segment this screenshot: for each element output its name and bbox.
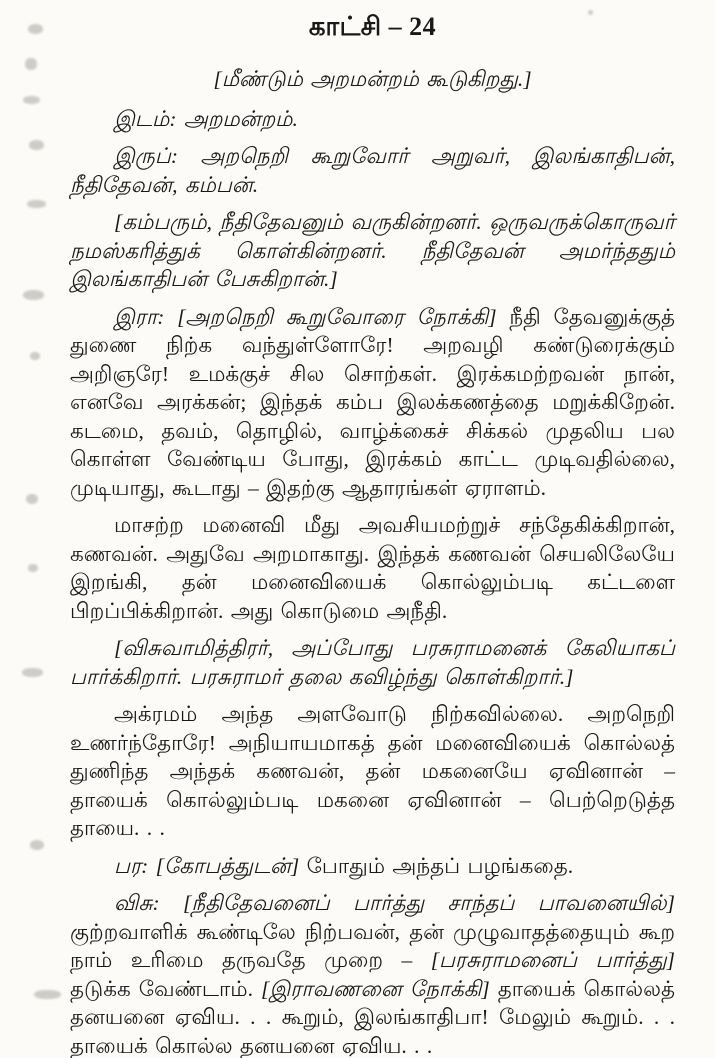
opening-stage-direction: [மீண்டும் அறமன்றம் கூடுகிறது.] <box>213 67 532 91</box>
cast-line: இருப்: அறநெறி கூறுவோர் அறுவர், இலங்காதிபன், நீதிதேவன், கம்பன். <box>70 144 675 197</box>
dialogue-ravana-1 <box>70 303 675 503</box>
dialogue-parasurama <box>70 852 675 881</box>
speaker-label-visvamitra: விசு: [நீதிதேவனைப் பார்த்து சாந்தப் பாவனையில்] <box>114 891 675 915</box>
dialogue-ravana-3: அக்ரமம் அந்த அளவோடு நிற்கவில்லை. அறநெறி உணர்ந்தோரே! அநியாயமாகத் தன் மனைவியைக் கொல்லத் துணிந்த அந்தக் கணவன், தன் மகனையே ஏவினான் – தாயைக் கொல்லும்படி மகனை ஏவினான் – பெற்றெடுத்த தாயை. . . <box>70 702 675 840</box>
dialogue-visvamitra <box>70 889 675 1058</box>
speech-text: குற்றவாளிக் கூண்டிலே நிற்பவன், தன் முழுவாதத்தையும் கூற நாம் உரிமை தருவதே முறை – <box>70 919 675 972</box>
speaker-label-ravana: இரா: [அறநெறி கூறுவோரை நோக்கி] <box>114 304 497 329</box>
entry-stage-direction: [கம்பரும், நீதிதேவனும் வருகின்றனர். ஒருவருக்கொருவர் நமஸ்கரித்துக் கொள்கின்றனர். நீதிதேவன் அமர்ந்ததும் இலங்காதிபன் பேசுகிறான்.] <box>70 210 675 291</box>
location-line: இடம்: அறமன்றம். <box>114 106 298 131</box>
speech-text: தடுக்க வேண்டாம். <box>70 976 261 1001</box>
dialogue-ravana-2: மாசற்ற மனைவி மீது அவசியமற்றுச் சந்தேகிக்கிறான், கணவன். அதுவே அறமாகாது. இந்தக் கணவன் செயலிலேயே இறங்கி, தன் மனைவியைக் கொல்லும்படி கட்டளை பிறப்பிக்கிறான். அது கொடுமை அநீதி. <box>70 513 675 623</box>
speech-text: தாயைக் கொல்லத் தனயனை ஏவிய. . . கூறும், இலங்காதிபா! மேலும் கூறும். . . தாயைக் கொல்ல தனயனை ஏவிய. . . <box>70 976 675 1058</box>
speech-text: போதும் அந்தப் பழங்கதை. <box>299 853 574 878</box>
speech-text: நீதி தேவனுக்குத் துணை நிற்க வந்துள்ளோரே! அறவழி கண்டுரைக்கும் அறிஞரே! உமக்குச் சில சொற்கள். இரக்கமற்றவன் நான், எனவே அரக்கன்; இந்தக் கம்ப இலக்கணத்தை மறுக்கிறேன். கடமை, தவம், தொழில், வாழ்க்கைச் சிக்கல் முதலிய பல கொள்ள வேண்டிய போது, இரக்கம் காட்ட முடிவதில்லை, முடியாது, கூடாது – இதற்கு ஆதாரங்கள் ஏராளம். <box>70 304 676 500</box>
inline-stage-direction: [பரசுராமனைப் பார்த்து] <box>430 948 675 972</box>
speaker-label-parasurama: பர: [கோபத்துடன்] <box>114 853 300 878</box>
inline-stage-direction: [இராவணனை நோக்கி] <box>260 976 490 1001</box>
mid-stage-direction: [விசுவாமித்திரர், அப்போது பரசுராமனைக் கேலியாகப் பார்க்கிறார். பரசுராமர் தலை கவிழ்ந்து கொள்கிறார்.] <box>70 636 675 689</box>
scene-title: காட்சி – 24 <box>308 12 437 41</box>
